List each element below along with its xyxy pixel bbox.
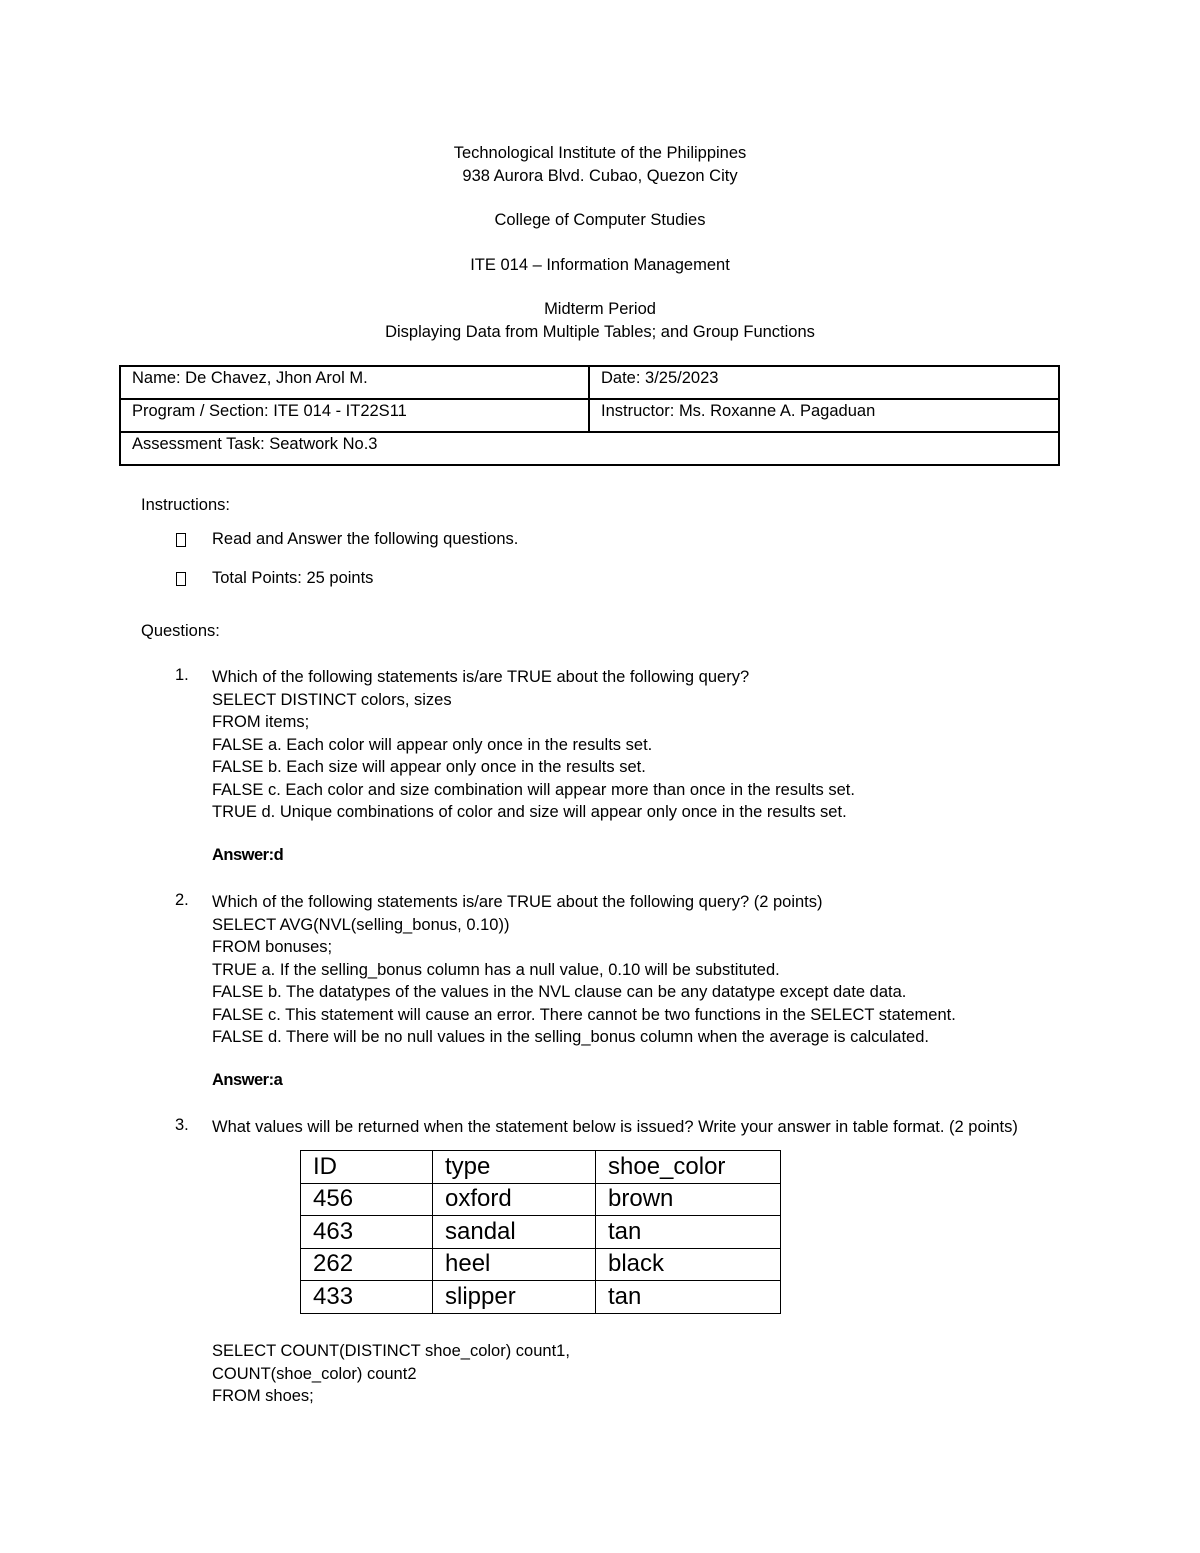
question-2-option-b: FALSE b. The datatypes of the values in the NVL clause can be any datatype except date data. xyxy=(212,983,907,1001)
table-cell: heel xyxy=(433,1248,596,1281)
question-3-sql-line: SELECT COUNT(DISTINCT shoe_color) count1, xyxy=(212,1342,570,1360)
table-cell: slipper xyxy=(433,1281,596,1314)
table-cell: 456 xyxy=(301,1183,433,1216)
info-row xyxy=(120,399,1059,432)
table-cell: 463 xyxy=(301,1216,433,1249)
table-cell: black xyxy=(596,1248,781,1281)
question-3-sql-line: FROM shoes; xyxy=(212,1387,314,1405)
question-3-prompt: What values will be returned when the statement below is issued? Write your answer in table format. (2 points) xyxy=(212,1118,1018,1136)
question-1-answer: Answer:d xyxy=(212,846,284,864)
question-number: 3. xyxy=(175,1116,189,1134)
topic-title: Displaying Data from Multiple Tables; and Group Functions xyxy=(385,322,815,341)
question-1-option-d: TRUE d. Unique combinations of color and size will appear only once in the results set. xyxy=(212,803,847,821)
table-row xyxy=(301,1248,781,1281)
question-2-sql-line: SELECT AVG(NVL(selling_bonus, 0.10)) xyxy=(212,915,510,934)
student-name: Name: De Chavez, Jhon Arol M. xyxy=(120,366,589,399)
table-cell: sandal xyxy=(433,1216,596,1249)
table-row xyxy=(301,1183,781,1216)
table-row xyxy=(301,1281,781,1314)
table-cell: oxford xyxy=(433,1183,596,1216)
question-2-prompt: Which of the following statements is/are TRUE about the following query? (2 points) xyxy=(212,893,823,911)
info-row xyxy=(120,432,1059,465)
table-header-row xyxy=(301,1151,781,1184)
instructions-label: Instructions: xyxy=(141,496,230,514)
instruction-item: Total Points: 25 points xyxy=(212,569,374,587)
question-1 xyxy=(212,666,855,824)
instructor-name: Instructor: Ms. Roxanne A. Pagaduan xyxy=(589,399,1059,432)
question-2-sql-line: FROM bonuses; xyxy=(212,938,333,956)
questions-label: Questions: xyxy=(141,622,220,640)
table-cell: tan xyxy=(596,1281,781,1314)
question-1-sql-line: FROM items; xyxy=(212,713,310,731)
table-cell: brown xyxy=(596,1183,781,1216)
institution-address: 938 Aurora Blvd. Cubao, Quezon City xyxy=(462,166,738,185)
question-1-option-b: FALSE b. Each size will appear only once in the results set. xyxy=(212,758,646,776)
question-1-prompt: Which of the following statements is/are TRUE about the following query? xyxy=(212,668,750,686)
question-1-sql-line: SELECT DISTINCT colors, sizes xyxy=(212,690,452,709)
question-3-sql xyxy=(212,1340,570,1408)
student-info-table xyxy=(119,365,1060,466)
course-title: ITE 014 – Information Management xyxy=(470,255,730,274)
question-2-option-a: TRUE a. If the selling_bonus column has a null value, 0.10 will be substituted. xyxy=(212,960,780,979)
college-name: College of Computer Studies xyxy=(494,211,706,229)
institution-name: Technological Institute of the Philippines xyxy=(453,144,747,162)
document-header xyxy=(0,142,1200,343)
question-3-sql-line: COUNT(shoe_color) count2 xyxy=(212,1364,417,1383)
question-1-option-c: FALSE c. Each color and size combination will appear more than once in the results set. xyxy=(212,780,855,799)
table-cell: 433 xyxy=(301,1281,433,1314)
question-2-option-c: FALSE c. This statement will cause an error. There cannot be two functions in the SELECT statement. xyxy=(212,1005,956,1024)
question-number: 2. xyxy=(175,891,189,909)
bullet-box-icon xyxy=(176,530,186,552)
table-cell: 262 xyxy=(301,1248,433,1281)
question-2-option-d: FALSE d. There will be no null values in the selling_bonus column when the average is calculated. xyxy=(212,1028,929,1046)
submission-date: Date: 3/25/2023 xyxy=(589,366,1059,399)
table-header-cell: shoe_color xyxy=(596,1151,781,1184)
question-number: 1. xyxy=(175,666,189,684)
assessment-task: Assessment Task: Seatwork No.3 xyxy=(120,432,1059,465)
info-row xyxy=(120,366,1059,399)
question-2-answer: Answer:a xyxy=(212,1071,283,1089)
instruction-item: Read and Answer the following questions. xyxy=(212,530,519,548)
program-section: Program / Section: ITE 014 - IT22S11 xyxy=(120,399,589,432)
bullet-box-icon xyxy=(176,569,186,591)
question-2 xyxy=(212,891,956,1049)
shoes-table xyxy=(300,1150,781,1314)
table-row xyxy=(301,1216,781,1249)
table-header-cell: type xyxy=(433,1151,596,1184)
period-label: Midterm Period xyxy=(544,300,656,318)
table-cell: tan xyxy=(596,1216,781,1249)
table-header-cell: ID xyxy=(301,1151,433,1184)
question-1-option-a: FALSE a. Each color will appear only once in the results set. xyxy=(212,735,653,754)
